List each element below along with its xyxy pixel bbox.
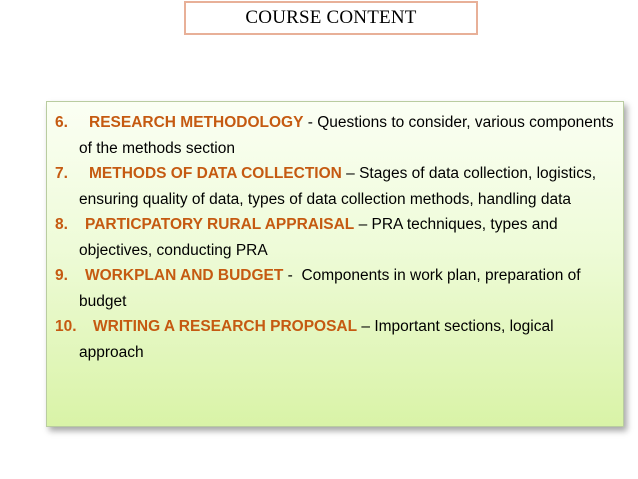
- topic-number: 9.: [55, 267, 68, 284]
- topic-description: Components in work plan, preparation of budget: [79, 267, 581, 310]
- topic-number: 10.: [55, 318, 77, 335]
- topic-separator: -: [283, 267, 302, 284]
- topic-separator: -: [303, 114, 318, 131]
- topic-separator: –: [357, 318, 375, 335]
- topic-number: 8.: [55, 216, 68, 233]
- topic-description: Stages of data collection, logistics, ensuring quality of data, types of data collection methods, handling data: [79, 165, 597, 208]
- course-topic-item: [55, 212, 620, 263]
- course-topic-item: [55, 314, 620, 365]
- topic-heading: RESEARCH METHODOLOGY: [89, 114, 304, 131]
- topic-heading: PARTICPATORY RURAL APPRAISAL: [85, 216, 355, 233]
- topic-description: PRA techniques, types and objectives, conducting PRA: [79, 216, 558, 259]
- course-topic-list: [55, 110, 620, 365]
- course-topic-item: [55, 161, 620, 212]
- course-topic-item: [55, 263, 620, 314]
- course-topic-item: [55, 110, 620, 161]
- topic-heading: WRITING A RESEARCH PROPOSAL: [93, 318, 358, 335]
- topic-number: 6.: [55, 114, 68, 131]
- topic-heading: METHODS OF DATA COLLECTION: [89, 165, 342, 182]
- topic-heading: WORKPLAN AND BUDGET: [85, 267, 284, 284]
- title-box: [184, 1, 478, 35]
- slide-title: COURSE CONTENT: [245, 7, 417, 28]
- topic-description: Important sections, logical approach: [79, 318, 554, 361]
- topic-description: Questions to consider, various components of the methods section: [79, 114, 614, 157]
- topic-separator: –: [341, 165, 360, 182]
- topic-separator: –: [354, 216, 372, 233]
- course-content-box: [46, 101, 624, 427]
- topic-number: 7.: [55, 165, 68, 182]
